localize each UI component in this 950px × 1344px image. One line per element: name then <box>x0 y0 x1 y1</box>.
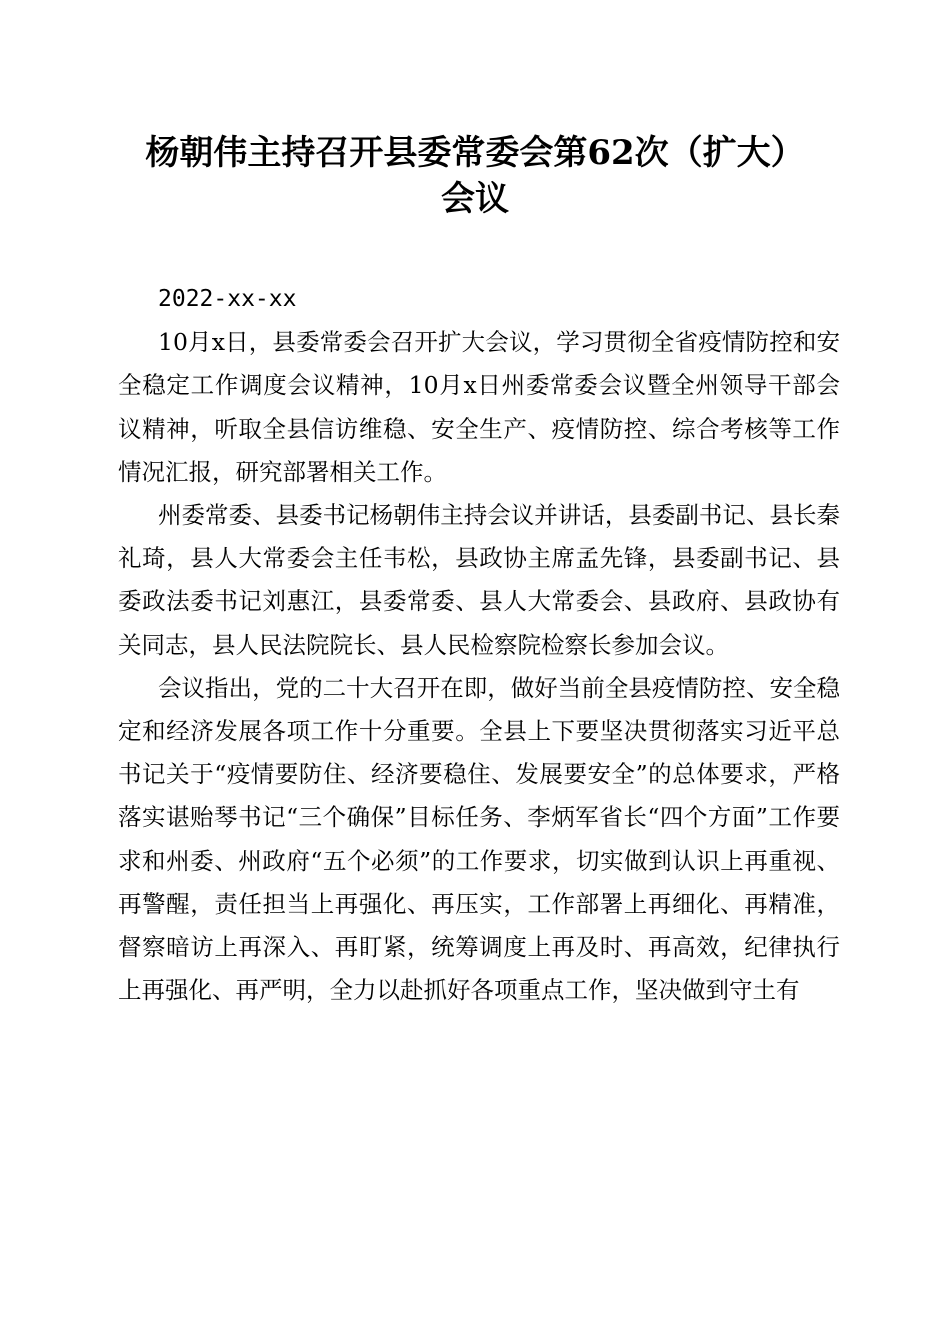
title-line-2: 会议 <box>441 179 509 219</box>
paragraph-1: 10月x日，县委常委会召开扩大会议，学习贯彻全省疫情防控和安全稳定工作调度会议精神，10月x日州委常委会议暨全州领导干部会议精神，听取全县信访维稳、安全生产、疫情防控、综合考核等工作情况汇报，研究部署相关工作。 <box>118 328 840 486</box>
document-date: 2022-xx-xx <box>158 286 297 312</box>
paragraph-3: 会议指出，党的二十大召开在即，做好当前全县疫情防控、安全稳定和经济发展各项工作十分重要。全县上下要坚决贯彻落实习近平总书记关于“疫情要防住、经济要稳住、发展要安全”的总体要求，严格落实谌贻琴书记“三个确保”目标任务、李炳军省长“四个方面”工作要求和州委、州政府“五个必须”的工作要求，切实做到认识上再重视、再警醒，责任担当上再强化、再压实，工作部署上再细化、再精准，督察暗访上再深入、再盯紧，统筹调度上再及时、再高效，纪律执行上再强化、再严明，全力以赴抓好各项重点工作，坚决做到守土有 <box>118 673 840 1005</box>
paragraph-2: 州委常委、县委书记杨朝伟主持会议并讲话，县委副书记、县长秦礼琦，县人大常委会主任韦松，县政协主席孟先锋，县委副书记、县委政法委书记刘惠江，县委常委、县人大常委会、县政府、县政协有关同志，县人民法院院长、县人民检察院检察长参加会议。 <box>118 501 840 659</box>
document-title <box>100 130 850 222</box>
title-line-1: 杨朝伟主持召开县委常委会第62次（扩大） <box>145 133 805 173</box>
document-body <box>118 278 840 1012</box>
